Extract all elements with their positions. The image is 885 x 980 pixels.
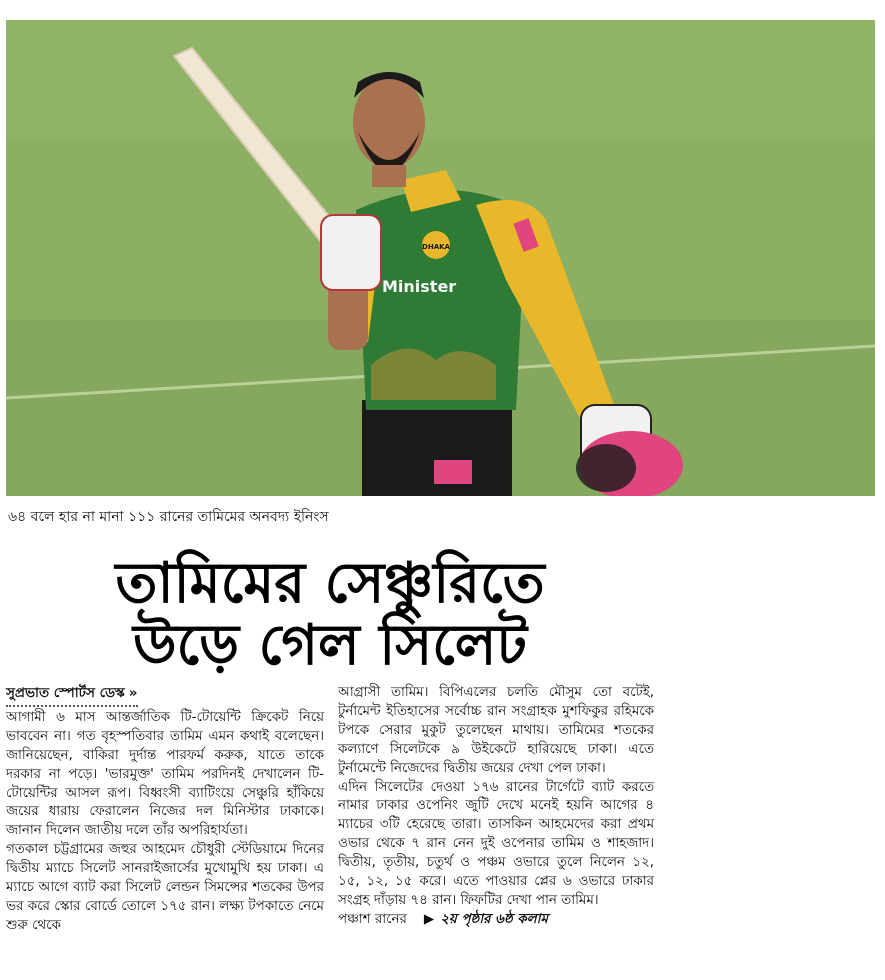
cricketer-illustration <box>6 20 875 496</box>
jump-text: ২য় পৃষ্ঠার ৬ষ্ঠ কলাম <box>440 911 548 927</box>
paragraph: গতকাল চট্টগ্রামের জহুর আহমেদ চৌধুরী স্টেডিয়ামে দিনের দ্বিতীয় ম্যাচে সিলেট সানরাইজার্সের মুখোমুখি হয় ঢাকা। এ ম্যাচে আগে ব্যাট করা সিলেট লেন্ডন সিমন্সের শতকের উপর ভর করে স্কোর বোর্ডে তোলে ১৭৫ রান। লক্ষ্য টপকাতে নেমে শুরু থেকে <box>6 842 324 933</box>
continuation-line <box>338 911 654 930</box>
paragraph: এদিন সিলেটের দেওয়া ১৭৬ রানের টার্গেটে ব্যাট করতে নামার ঢাকার ওপেনিং জুটি দেখে মনেই হয়নি আগের ৪ ম্যাচের ৩টি হেরেছে তারা। তাসকিন আহমেদের করা প্রথম ওভার থেকে ৭ রান নেন দুই ওপেনার তামিম ও শাহজাদ। দ্বিতীয়, তৃতীয়, চতুর্থ ও পঞ্চম ওভারে তুলে নিলেন ১২, ১৫, ১২, ১৫ করে। এতে পাওয়ার প্লের ৬ ওভারে ঢাকার সংগ্রহ দাঁড়ায় ৭৪ রান। ফিফটির দেখা পান তামিম। <box>338 779 654 908</box>
badge-text: DHAKA <box>422 243 450 251</box>
last-line-prefix: পঞ্চাশ রানের <box>338 911 407 927</box>
play-triangle-icon: ▶ <box>423 911 435 927</box>
byline-arrow: » <box>128 685 138 701</box>
byline <box>6 684 138 707</box>
paragraph: আগামী ৬ মাস আন্তর্জাতিক টি-টোয়েন্টি ক্রিকেট নিয়ে ভাববেন না। গত বৃহস্পতিবার তামিম এমন কথাই বলেছেন। জানিয়েছেন, বাকিরা দুর্দান্ত পারফর্ম করুক, যাতে তাকে দরকার না পড়ে। 'ভারমুক্ত' তামিম পরদিনই দেখালেন টি-টোয়েন্টির আসল রূপ। বিধ্বংসী ব্যাটিংয়ে সেঞ্চুরি হাঁকিয়ে জয়ের ধারায় ফেরালেন নিজের দল মিনিস্টার ঢাকাকে। জানান দিলেন জাতীয় দলে তাঁর অপরিহার্যতা। <box>6 709 324 839</box>
headline-line-1: তামিমের সেঞ্চুরিতে <box>115 551 545 616</box>
jump-reference[interactable] <box>424 912 548 927</box>
article-column-left <box>6 684 324 936</box>
headline-line-2: উড়ে গেল সিলেট <box>133 613 527 678</box>
byline-text: সুপ্রভাত স্পোর্টস ডেস্ক <box>6 685 125 701</box>
photo-caption: ৬৪ বলে হার না মানা ১১১ রানের তামিমের অনবদ্য ইনিংস <box>8 509 329 525</box>
paragraph: আগ্রাসী তামিম। বিপিএলের চলতি মৌসুম তো বটেই, টুর্নামেন্ট ইতিহাসের সর্বোচ্চ রান সংগ্রাহক মুশফিকুর রহিমকে টপকে সেরার মুকুট তুলেছেন মাথায়। তামিমের শতকের কল্যাণে সিলেটকে ৯ উইকেটে হারিয়েছে ঢাকা। এতে টুর্নামেন্টে নিজেদের দ্বিতীয় জয়ের দেখা পেল ঢাকা। <box>338 685 654 776</box>
news-photo <box>6 20 875 496</box>
article-column-right <box>338 684 654 930</box>
shirt-sponsor-text: Minister <box>382 277 457 296</box>
